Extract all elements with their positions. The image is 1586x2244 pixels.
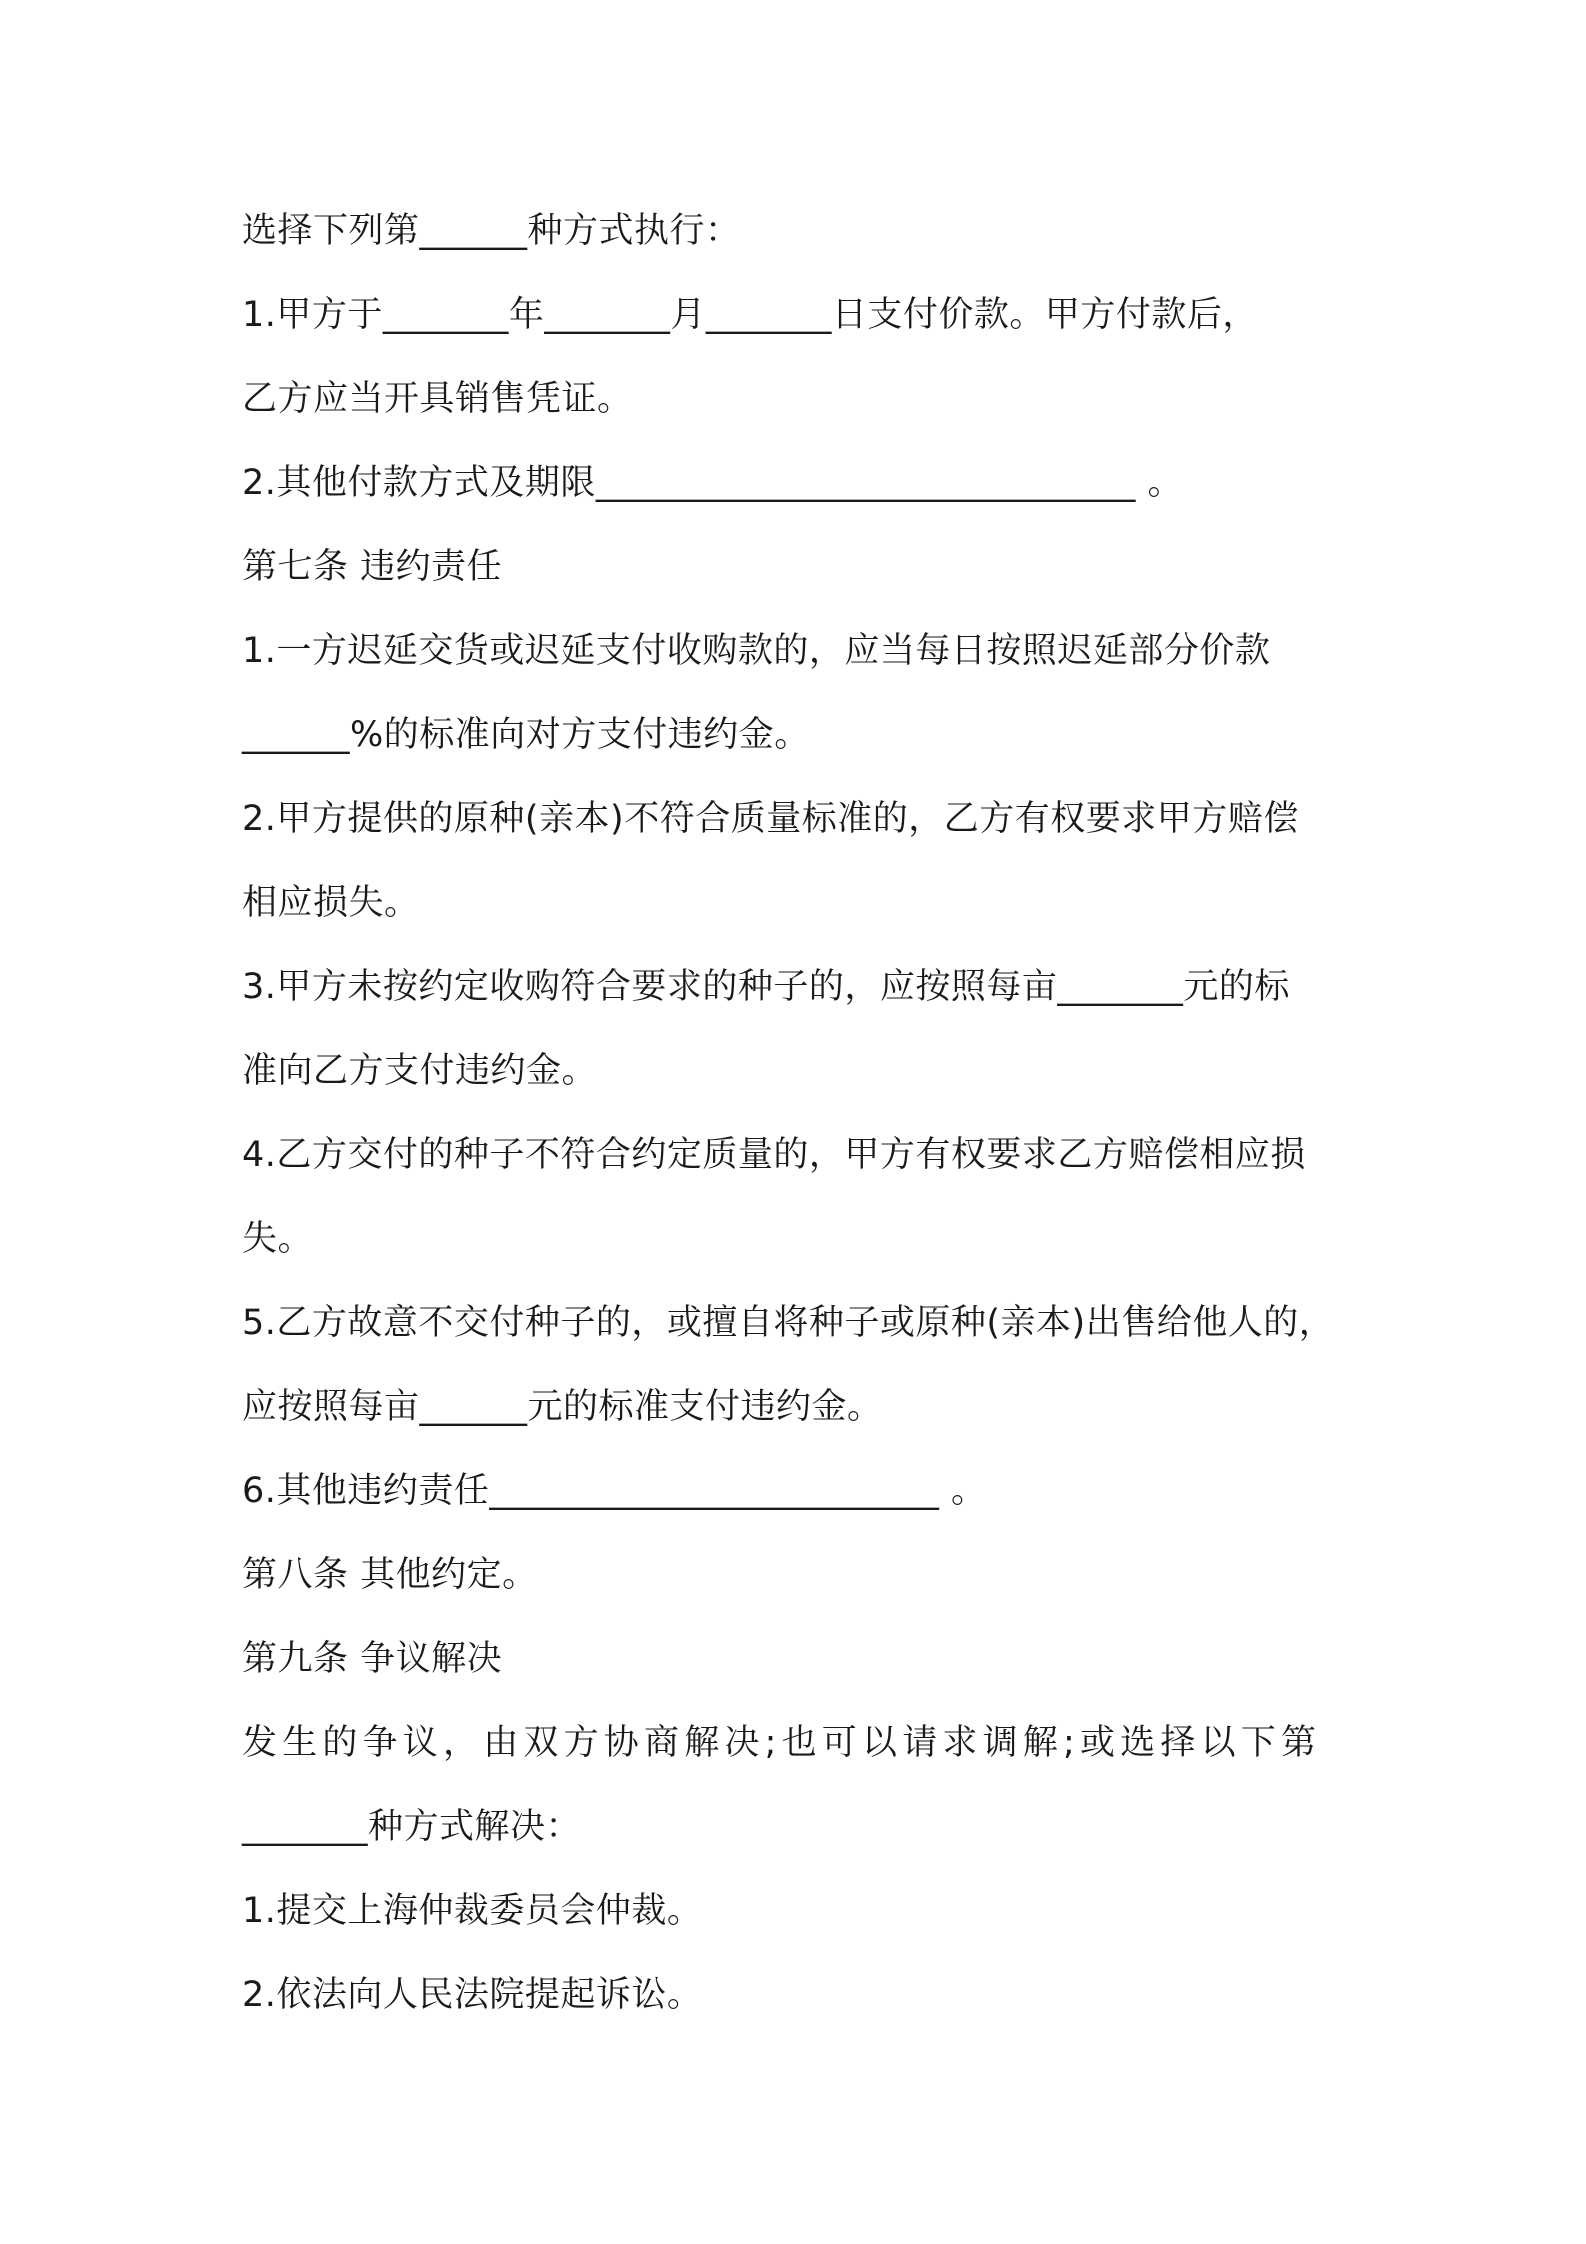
- article-9-heading: 第九条 争议解决: [242, 1639, 503, 1679]
- payment-method-choice: 选择下列第______种方式执行：: [242, 211, 741, 251]
- liability-clause-5-cont: 应按照每亩______元的标准支付违约金。: [242, 1387, 883, 1427]
- dispute-option-2: 2.依法向人民法院提起诉讼。: [242, 1975, 703, 2015]
- liability-clause-1-cont: ______%的标准向对方支付违约金。: [242, 715, 810, 755]
- dispute-resolution-text: 发生的争议，由双方协商解决;也可以请求调解;或选择以下第: [242, 1723, 1322, 1763]
- article-7-heading: 第七条 违约责任: [242, 547, 503, 587]
- liability-clause-2-cont: 相应损失。: [242, 883, 420, 923]
- dispute-resolution-text-cont: _______种方式解决：: [242, 1807, 582, 1847]
- payment-option-2: 2.其他付款方式及期限______________________________ 。: [242, 463, 1184, 503]
- liability-clause-4: 4.乙方交付的种子不符合约定质量的，甲方有权要求乙方赔偿相应损: [242, 1135, 1306, 1175]
- liability-clause-3: 3.甲方未按约定收购符合要求的种子的，应按照每亩_______元的标: [242, 967, 1290, 1007]
- dispute-option-1: 1.提交上海仲裁委员会仲裁。: [242, 1891, 703, 1931]
- article-8-heading: 第八条 其他约定。: [242, 1555, 538, 1595]
- liability-clause-4-cont: 失。: [242, 1219, 314, 1259]
- payment-option-1-cont: 乙方应当开具销售凭证。: [242, 379, 633, 419]
- liability-clause-5: 5.乙方故意不交付种子的，或擅自将种子或原种(亲本)出售给他人的，: [242, 1303, 1335, 1343]
- liability-clause-2: 2.甲方提供的原种(亲本)不符合质量标准的，乙方有权要求甲方赔偿: [242, 799, 1299, 839]
- liability-clause-3-cont: 准向乙方支付违约金。: [242, 1051, 598, 1091]
- liability-clause-1: 1.一方迟延交货或迟延支付收购款的，应当每日按照迟延部分价款: [242, 631, 1271, 671]
- payment-option-1: 1.甲方于_______年_______月_______日支付价款。甲方付款后，: [242, 295, 1258, 335]
- liability-clause-6: 6.其他违约责任_________________________ 。: [242, 1471, 987, 1511]
